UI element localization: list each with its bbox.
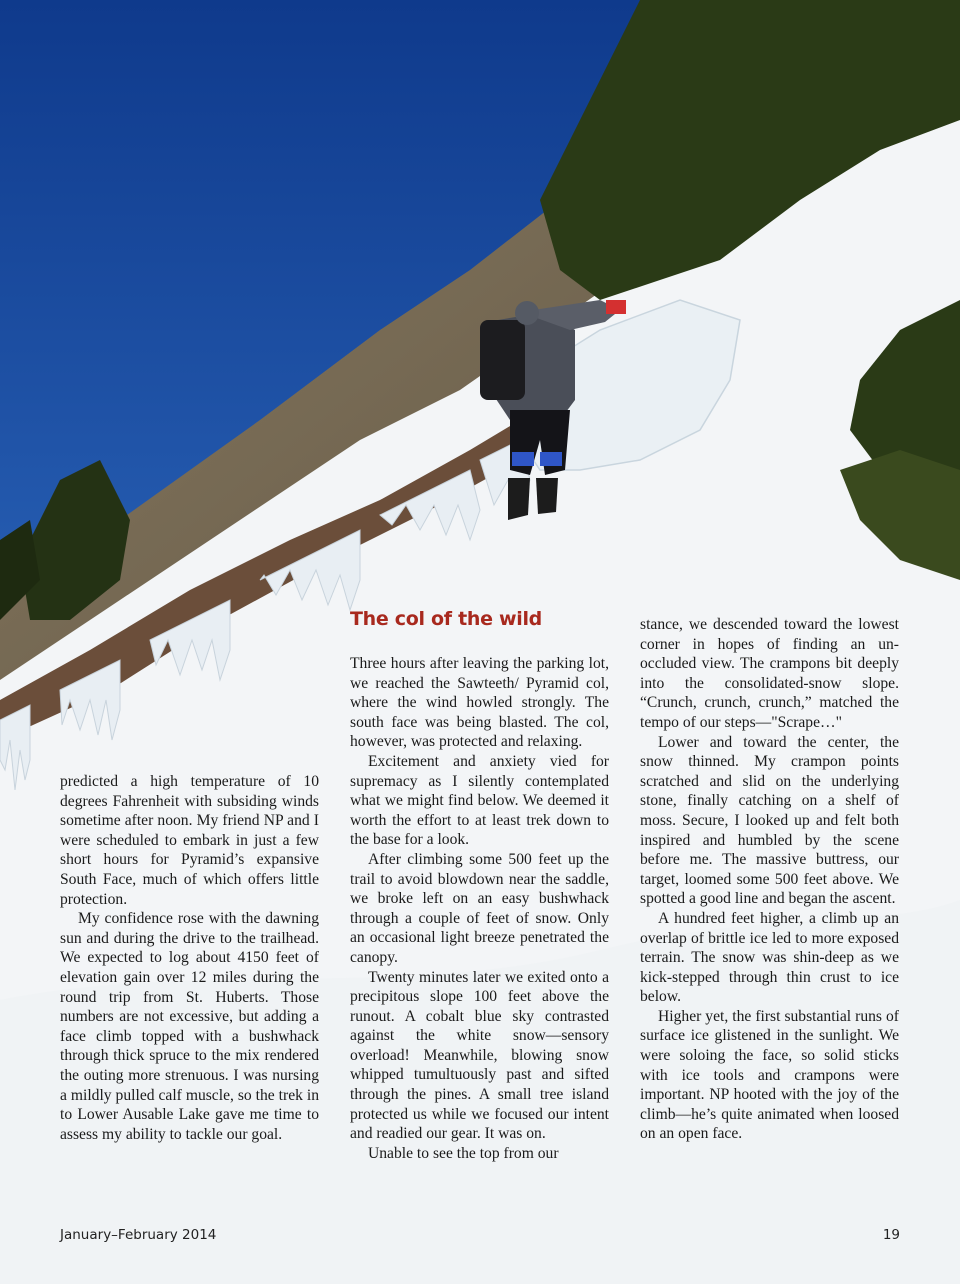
paragraph: Excitement and anxiety vied for supremacy as I silently contemplated what we might find below. We deemed it worth the effort to at least trek down to the base for a look. [350,752,609,849]
section-subhead: The col of the wild [350,608,542,630]
article-column-2 [350,654,609,1163]
paragraph: After climbing some 500 feet up the trail to avoid blowdown near the saddle, we broke left on an easy bushwhack through a couple of feet of snow. Only an occasional light breeze penetrated the canopy. [350,850,609,966]
paragraph: predicted a high temperature of 10 degrees Fahrenheit with subsiding winds sometime after noon. My friend NP and I were scheduled to embark in just a few short hours for Pyramid’s expansive South Face, much of which offers little protection. [60,773,319,908]
issue-date: January–February 2014 [60,1227,217,1243]
paragraph: stance, we descended toward the lowest corner in hopes of finding an un-occluded view. The crampons bit deeply into the consolidated-snow slope. “Crunch, crunch, crunch,” matched the tempo of our steps—"Scrape…" [640,616,899,731]
paragraph: A hundred feet higher, a climb up an overlap of brittle ice led to more exposed terrain. The snow was shin-deep as we kick-stepped through thin crust to ice below. [640,909,899,1006]
paragraph: My confidence rose with the dawning sun and during the drive to the trailhead. We expected to log about 4150 feet of elevation gain over 12 miles during the round trip from St. Huberts. Those numbers are not excessive, but adding a face climb topped with a bushwhack through thick spruce to the mix rendered the outing more strenuous. I was nursing a mildly pulled calf muscle, so the trek in to Lower Ausable Lake gave me time to assess my ability to tackle our goal. [60,910,319,1143]
article-column-3 [640,615,899,1144]
paragraph: Unable to see the top from our [368,1144,559,1162]
paragraph: Twenty minutes later we exited onto a precipitous slope 100 feet above the runout. A cobalt blue sky contrasted against the white snow—sensory overload! Meanwhile, blowing snow whipped tumultuously past and sifted through the pines. A small tree island protected us while we focused our intent and readied our gear. It was on. [350,968,609,1143]
page-number: 19 [882,1227,900,1243]
paragraph: Three hours after leaving the parking lot, we reached the Sawteeth/ Pyramid col, where the wind howled strongly. The south face was being blasted. The col, however, was protected and relaxing. [350,655,609,751]
article-column-1 [60,772,319,1144]
paragraph: Higher yet, the first substantial runs of surface ice glistened in the sunlight. We were soloing the face, so solid sticks with ice tools and crampons were important. NP hooted with the joy of the climb—he’s quite animated when loosed on an open face. [640,1007,899,1143]
paragraph: Lower and toward the center, the snow thinned. My crampon points scratched and slid on the underlying stone, finally catching on a shelf of moss. Secure, I looked up and felt both inspired and humbled by the scene before me. The massive buttress, our target, loomed some 500 feet above. We spotted a good line and began the ascent. [640,733,899,908]
